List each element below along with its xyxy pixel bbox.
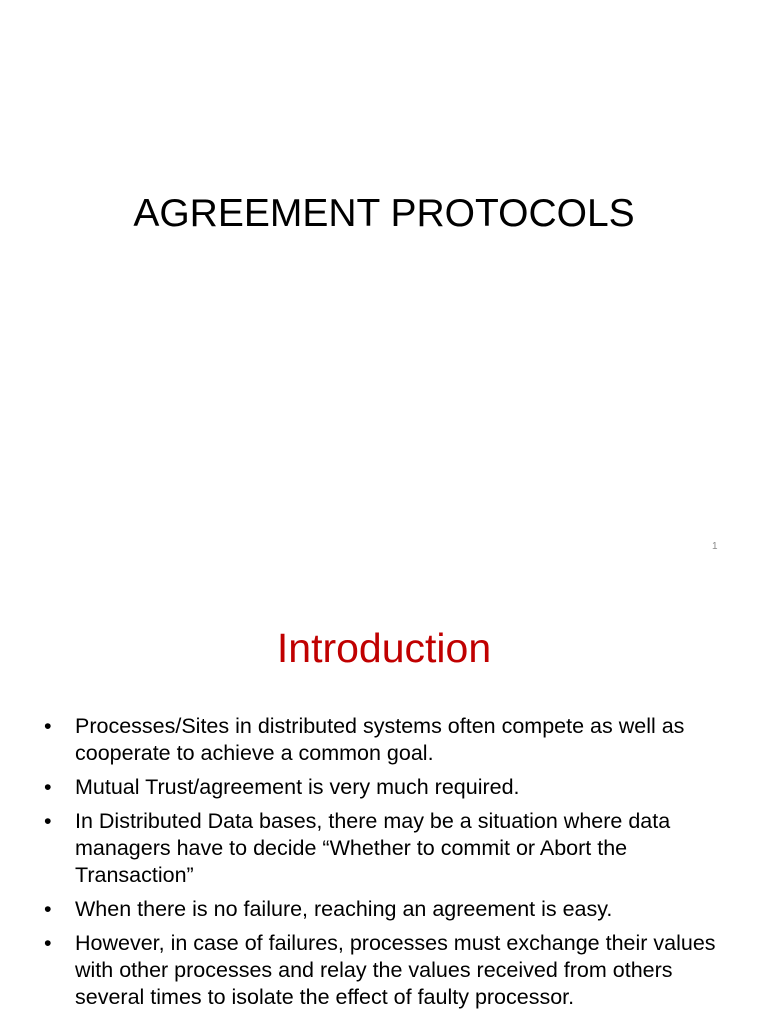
bullet-list: [44, 713, 724, 1018]
bullet-icon: •: [44, 775, 52, 799]
bullet-item: [44, 808, 724, 889]
bullet-text: Mutual Trust/agreement is very much required.: [75, 775, 520, 799]
slide-number: 1: [712, 541, 718, 552]
bullet-text: When there is no failure, reaching an agreement is easy.: [75, 897, 613, 921]
bullet-text: In Distributed Data bases, there may be a situation where data managers have to decide “Whether to commit or Abort the Transaction”: [75, 809, 671, 887]
bullet-item: [44, 774, 724, 801]
bullet-icon: •: [44, 931, 52, 955]
bullet-text: However, in case of failures, processes must exchange their values with other processes and relay the values received from others several times to isolate the effect of faulty processor.: [75, 931, 716, 1009]
bullet-icon: •: [44, 897, 52, 921]
bullet-icon: •: [44, 809, 52, 833]
slide-title: AGREEMENT PROTOCOLS: [133, 192, 635, 235]
slide-heading: Introduction: [276, 625, 492, 671]
bullet-item: [44, 896, 724, 923]
slide-2: [0, 576, 768, 1024]
bullet-text: Processes/Sites in distributed systems often compete as well as cooperate to achieve a common goal.: [75, 714, 685, 765]
bullet-icon: •: [44, 714, 52, 738]
bullet-item: [44, 713, 724, 767]
bullet-item: [44, 930, 724, 1011]
